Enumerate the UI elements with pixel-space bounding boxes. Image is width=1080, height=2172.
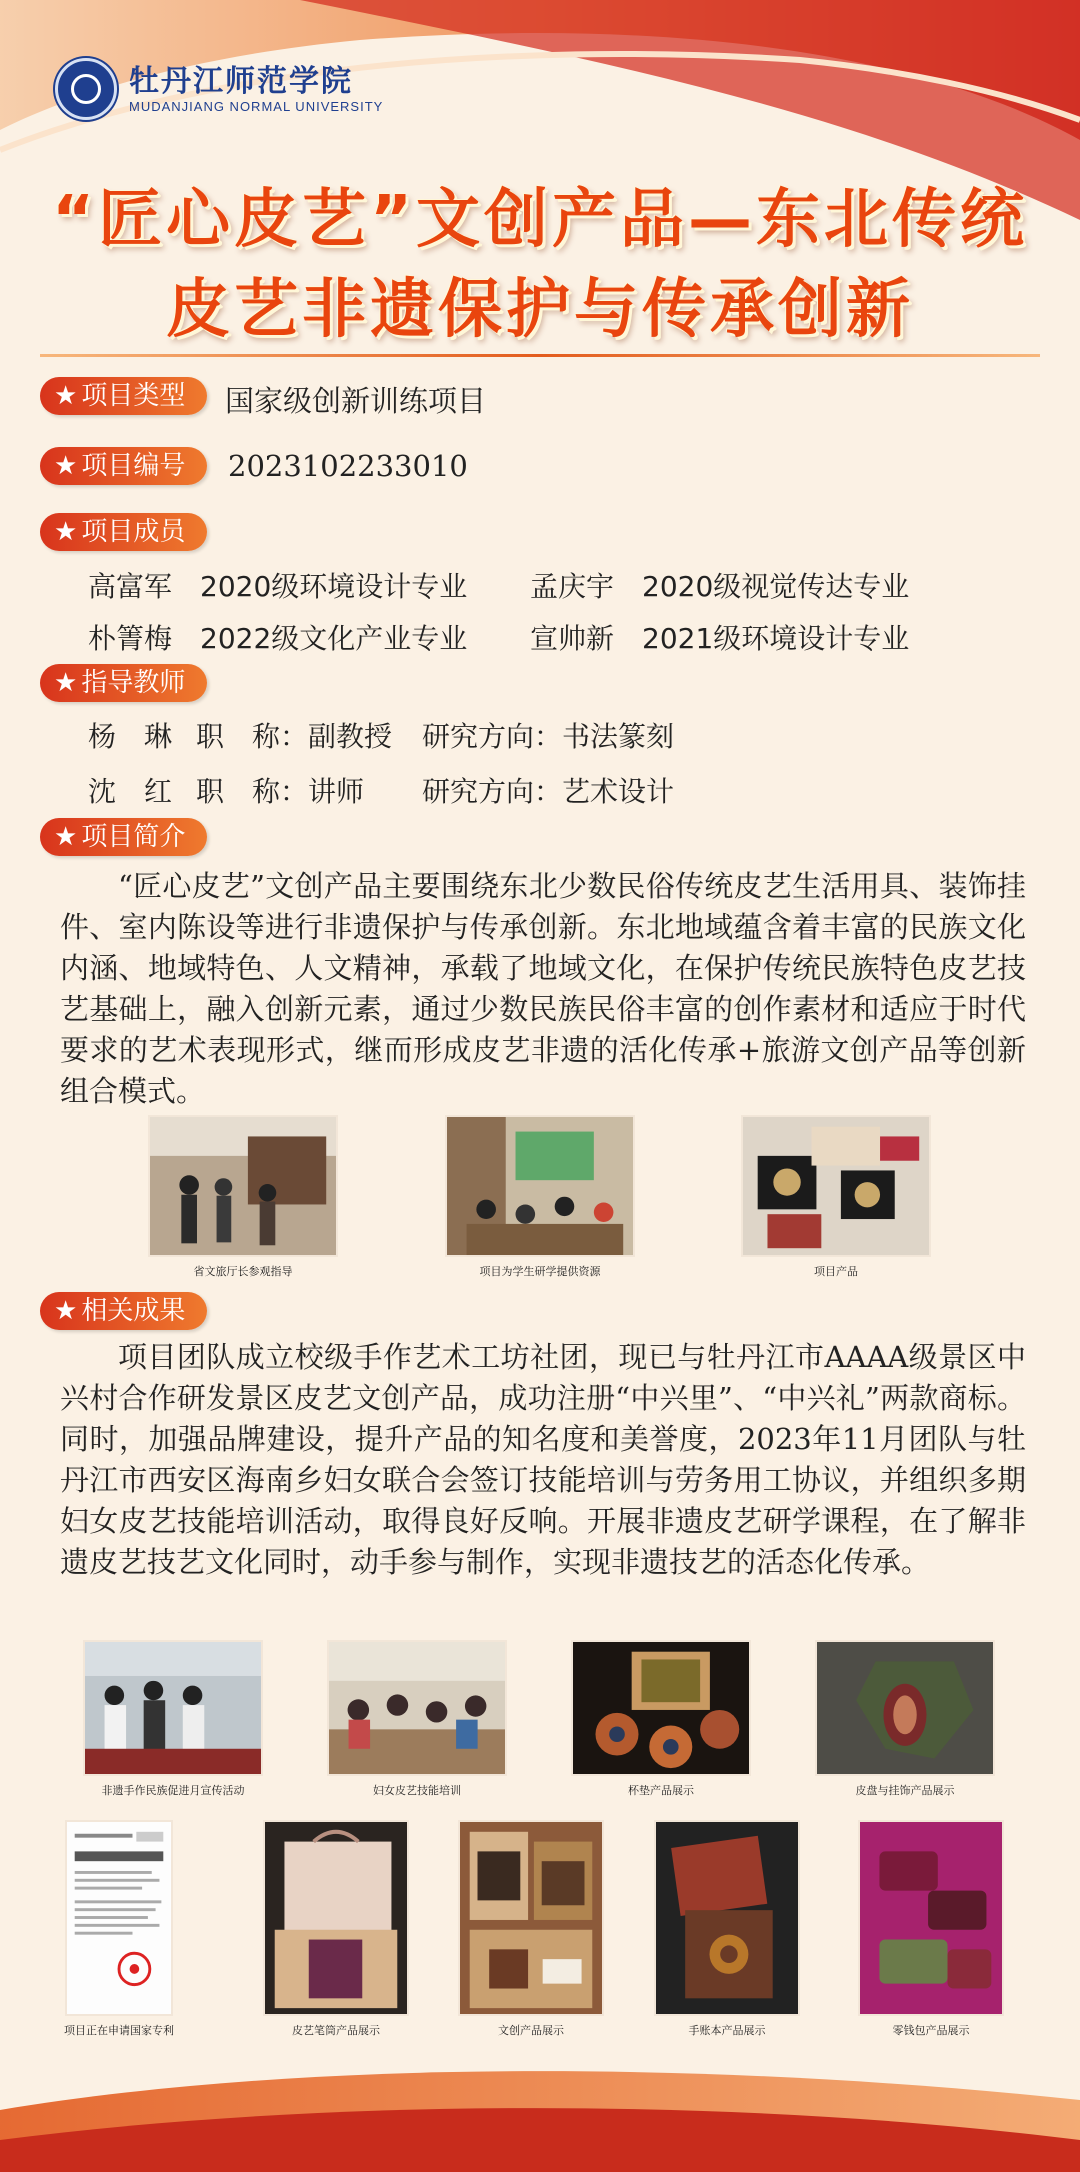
advisor-field: 书法篆刻 — [562, 720, 675, 753]
section-tag-project-number: ★ 项目编号 — [40, 447, 207, 485]
advisor-field-label: 研究方向： — [422, 775, 563, 808]
section-tag-intro: ★ 项目简介 — [40, 818, 207, 856]
photo-visit — [148, 1115, 338, 1257]
university-name-cn: 牡丹江师范学院 — [129, 63, 353, 99]
university-logo — [55, 58, 383, 120]
member-name: 朴箐梅 — [88, 622, 173, 655]
member-major: 2020级环境设计专业 — [200, 570, 468, 603]
advisor-name: 沈 红 — [88, 775, 173, 808]
section-tag-project-type: ★ 项目类型 — [40, 377, 207, 415]
member-row — [88, 617, 909, 657]
poster-title-line-2: 皮艺非遗保护与传承创新 — [166, 273, 914, 347]
photo-caption: 项目为学生研学提供资源 — [479, 1265, 601, 1278]
member-major: 2021级环境设计专业 — [642, 622, 910, 655]
university-seal-icon — [55, 58, 117, 120]
photo-caption: 皮盘与挂饰产品展示 — [855, 1784, 955, 1797]
photo-caption: 妇女皮艺技能培训 — [373, 1784, 461, 1797]
photo-training — [327, 1640, 507, 1776]
photo-caption: 省文旅厅长参观指导 — [193, 1265, 293, 1278]
photo-promotion — [83, 1640, 263, 1776]
advisor-field: 艺术设计 — [562, 775, 675, 808]
photo-patent-document — [65, 1820, 173, 2016]
member-major: 2020级视觉传达专业 — [642, 570, 910, 603]
photo-caption: 项目产品 — [814, 1265, 858, 1278]
photo-cultural-products — [458, 1820, 604, 2016]
photo-notebooks — [654, 1820, 800, 2016]
photo-coasters — [571, 1640, 751, 1776]
photo-caption: 非遗手作民族促进月宣传活动 — [101, 1784, 245, 1797]
member-name: 孟庆宇 — [530, 570, 615, 603]
university-name-en: MUDANJIANG NORMAL UNIVERSITY — [129, 98, 384, 114]
poster-title-line-1: “匠心皮艺”文创产品—东北传统 — [51, 183, 1029, 257]
photo-caption: 手账本产品展示 — [688, 2024, 766, 2037]
photo-caption: 文创产品展示 — [498, 2024, 564, 2037]
photo-leather-tray — [815, 1640, 995, 1776]
photo-pen-holder — [263, 1820, 409, 2016]
advisor-row — [88, 715, 674, 755]
photo-caption: 零钱包产品展示 — [892, 2024, 970, 2037]
photo-caption: 皮艺笔筒产品展示 — [292, 2024, 380, 2037]
member-major: 2022级文化产业专业 — [200, 622, 468, 655]
title-divider — [40, 354, 1040, 357]
intro-paragraph: “匠心皮艺”文创产品主要围绕东北少数民俗传统皮艺生活用具、装饰挂件、室内陈设等进行非遗保护与传承创新。东北地域蕴含着丰富的民族文化内涵、地域特色、人文精神，承载了地域文化，在保护传统民族特色皮艺技艺基础上，融入创新元素，通过少数民族民俗丰富的创作素材和适应于时代要求的艺术表现形式，继而形成皮艺非遗的活化传承+旅游文创产品等创新组合模式。 — [60, 869, 1026, 1108]
photo-caption: 杯垫产品展示 — [628, 1784, 694, 1797]
advisor-name: 杨 琳 — [88, 720, 173, 753]
advisor-title-label: 职 称： — [196, 720, 309, 753]
photo-study-tour — [445, 1115, 635, 1257]
project-number-value: 2023102233010 — [228, 449, 468, 483]
advisor-field-label: 研究方向： — [422, 720, 563, 753]
member-name: 高富军 — [88, 570, 173, 603]
photo-products — [741, 1115, 931, 1257]
results-paragraph: 项目团队成立校级手作艺术工坊社团，现已与牡丹江市AAAA级景区中兴村合作研发景区皮艺文创产品，成功注册“中兴里”、“中兴礼”两款商标。同时，加强品牌建设，提升产品的知名度和美誉度，2023年11月团队与牡丹江市西安区海南乡妇女联合会签订技能培训与劳务用工协议，并组织多期妇女皮艺技能培训活动，取得良好反响。开展非遗皮艺研学课程，在了解非遗皮艺技艺文化同时，动手参与制作，实现非遗技艺的活态化传承。 — [60, 1340, 1026, 1579]
photo-coin-purses — [858, 1820, 1004, 2016]
project-type-value: 国家级创新训练项目 — [225, 384, 487, 418]
section-tag-results: ★ 相关成果 — [40, 1292, 207, 1330]
advisor-title: 讲师 — [308, 775, 365, 808]
member-row — [88, 565, 909, 605]
photo-caption: 项目正在申请国家专利 — [64, 2024, 174, 2037]
section-tag-advisors: ★ 指导教师 — [40, 664, 207, 702]
advisor-title-label: 职 称： — [196, 775, 309, 808]
advisor-title: 副教授 — [308, 720, 393, 753]
advisor-row — [88, 770, 674, 810]
member-name: 宣帅新 — [530, 622, 615, 655]
section-tag-members: ★ 项目成员 — [40, 513, 207, 551]
